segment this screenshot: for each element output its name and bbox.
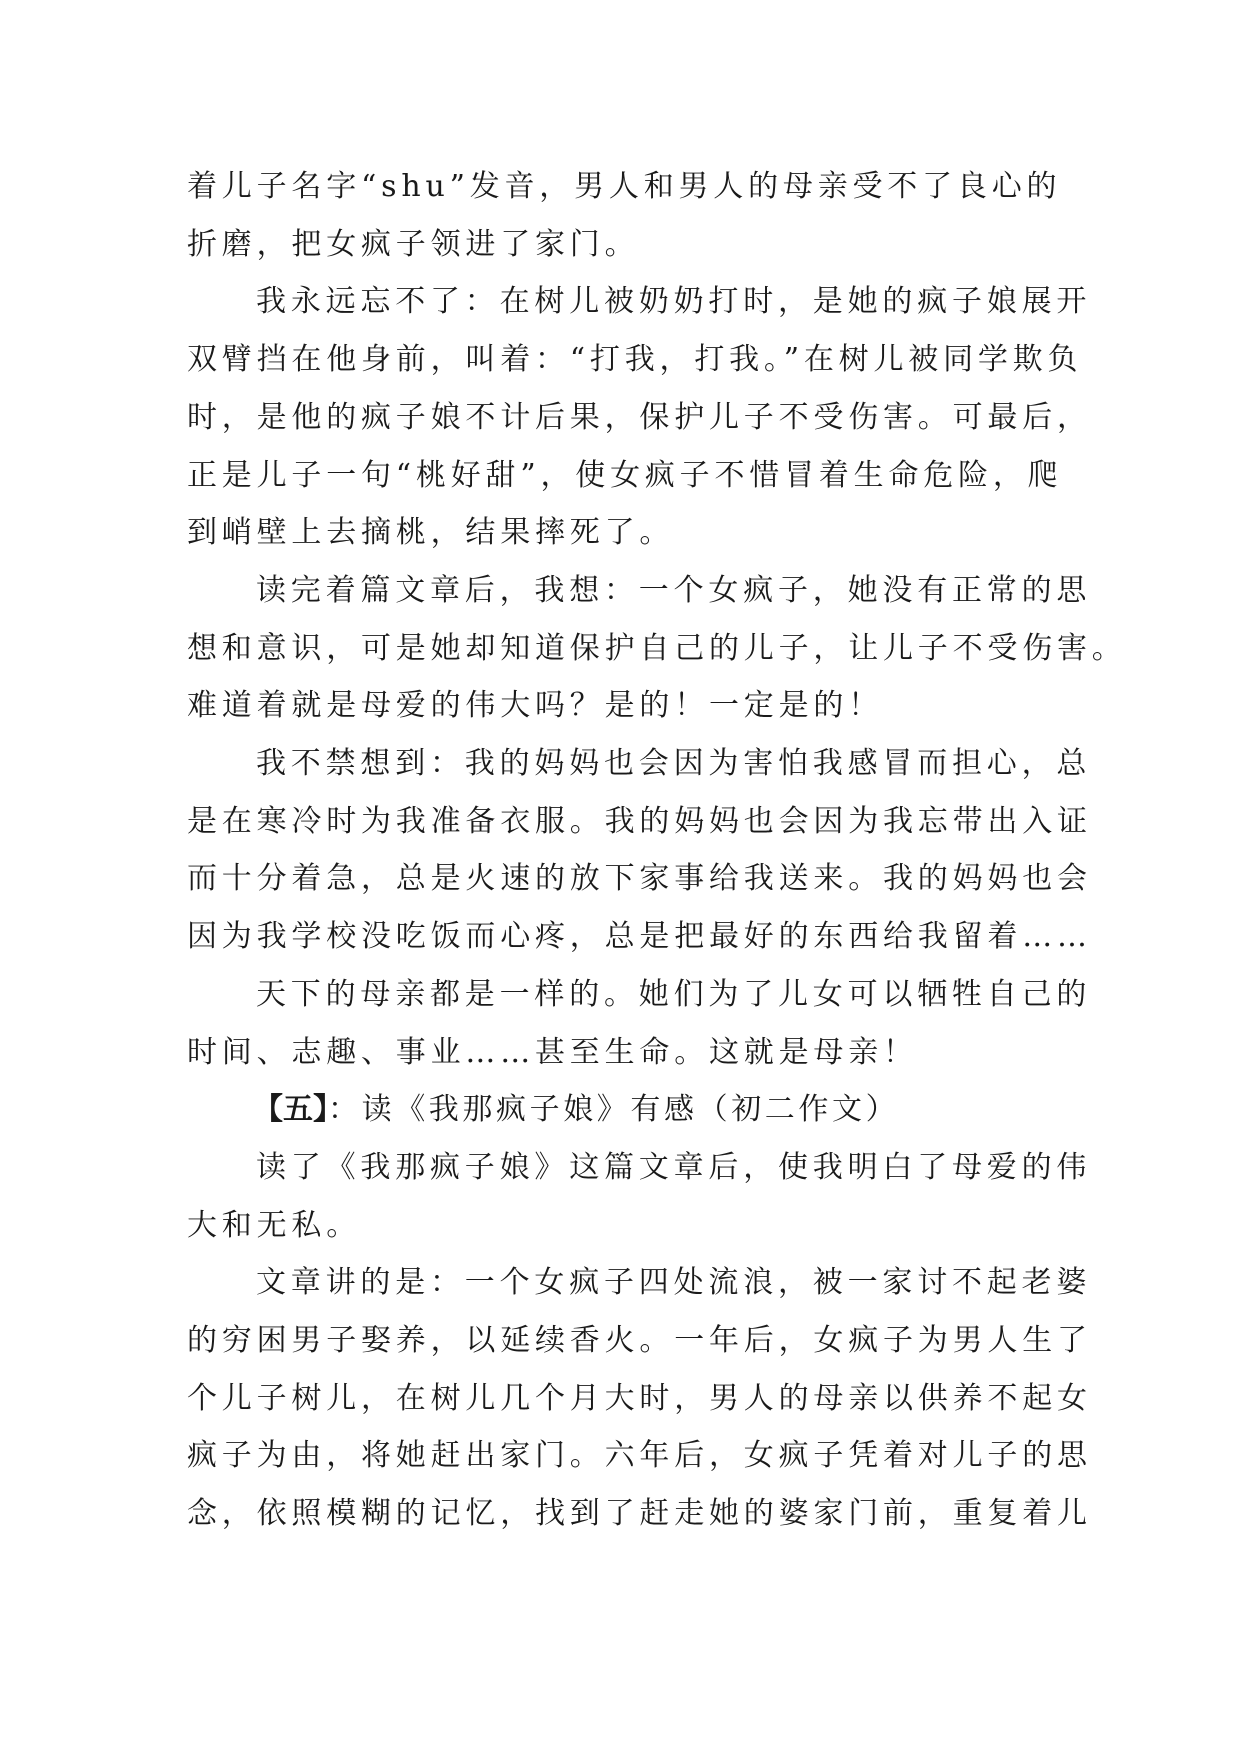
- text-line: 时，是他的疯子娘不计后果，保护儿子不受伤害。可最后，: [187, 399, 1092, 435]
- text-line: 天下的母亲都是一样的。她们为了儿女可以牺牲自己的: [256, 976, 1092, 1012]
- text-line: 是在寒冷时为我准备衣服。我的妈妈也会因为我忘带出入证: [187, 803, 1092, 839]
- text-line: 疯子为由，将她赶出家门。六年后，女疯子凭着对儿子的思: [187, 1438, 1092, 1474]
- paragraph-7: [187, 1254, 1092, 1543]
- paragraph-1: [187, 158, 1062, 273]
- text-line: 到峭壁上去摘桃，结果摔死了。: [187, 515, 675, 551]
- paragraph-2: [187, 273, 1092, 562]
- document-body: [187, 158, 1127, 1543]
- section-heading: [187, 1081, 1057, 1139]
- text-line: 个儿子树儿，在树儿几个月大时，男人的母亲以供养不起女: [187, 1380, 1092, 1416]
- paragraph-3: [187, 562, 1127, 735]
- text-line: 文章讲的是：一个女疯子四处流浪，被一家讨不起老婆: [256, 1265, 1092, 1301]
- paragraph-6: [187, 1139, 1092, 1254]
- text-line: 的穷困男子娶养，以延续香火。一年后，女疯子为男人生了: [187, 1323, 1092, 1359]
- text-line: 因为我学校没吃饭而心疼，总是把最好的东西给我留着……: [187, 919, 1092, 955]
- text-line: 我永远忘不了：在树儿被奶奶打时，是她的疯子娘展开: [256, 284, 1092, 320]
- text-line: 念，依照模糊的记忆，找到了赶走她的婆家门前，重复着儿: [187, 1496, 1092, 1532]
- text-line: 读了《我那疯子娘》这篇文章后，使我明白了母爱的伟: [256, 1149, 1092, 1185]
- text-line: 而十分着急，总是火速的放下家事给我送来。我的妈妈也会: [187, 861, 1092, 897]
- paragraph-4: [187, 735, 1092, 966]
- section-title: ：读《我那疯子娘》有感（初二作文）: [328, 1092, 900, 1128]
- text-line: 折磨，把女疯子领进了家门。: [187, 226, 640, 262]
- text-line: 我不禁想到：我的妈妈也会因为害怕我感冒而担心，总: [256, 746, 1092, 782]
- text-line: 难道着就是母爱的伟大吗？是的！一定是的！: [187, 688, 883, 724]
- text-line: 时间、志趣、事业……甚至生命。这就是母亲！: [187, 1034, 918, 1070]
- text-line: 读完着篇文章后，我想：一个女疯子，她没有正常的思: [256, 572, 1092, 608]
- text-line: 着儿子名字“shu”发音，男人和男人的母亲受不了良心的: [187, 169, 1062, 204]
- text-line: 想和意识，可是她却知道保护自己的儿子，让儿子不受伤害。: [187, 630, 1127, 666]
- text-line: 大和无私。: [187, 1207, 361, 1243]
- text-line: 正是儿子一句“桃好甜”，使女疯子不惜冒着生命危险，爬: [187, 457, 1063, 493]
- text-line: 双臂挡在他身前，叫着：“打我，打我。”在树儿被同学欺负: [187, 342, 1083, 378]
- paragraph-5: [187, 966, 1092, 1081]
- section-number: 【五】: [253, 1092, 328, 1128]
